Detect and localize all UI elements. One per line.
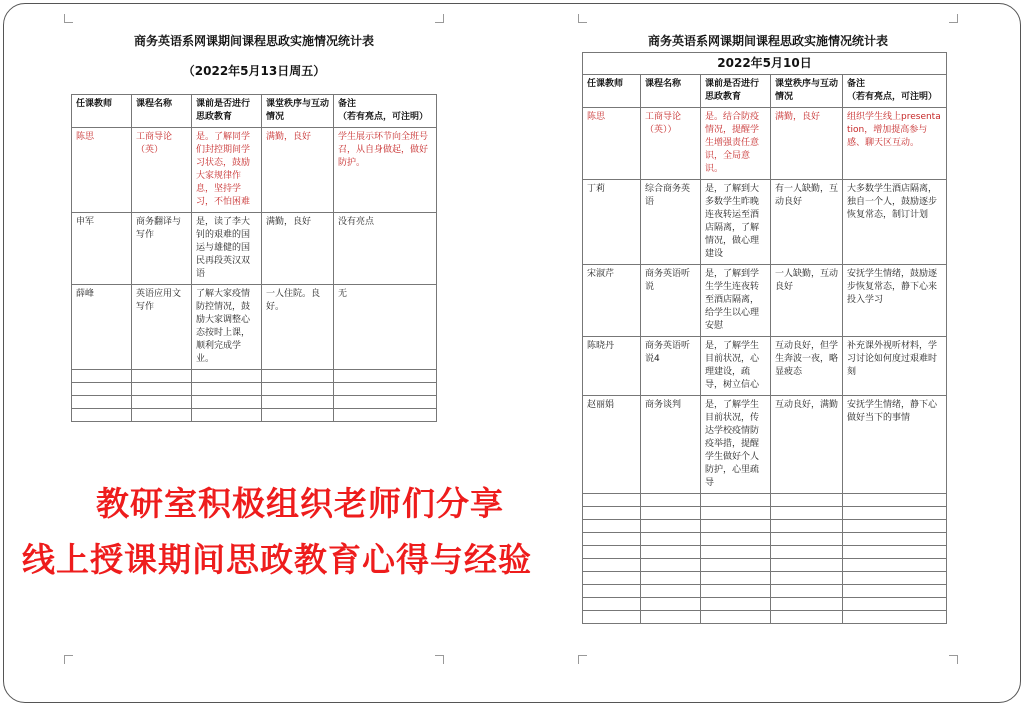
table-row [583,396,947,494]
table-cell: 宋淑芹 [583,265,641,337]
table-cell: 是，读了李大钊的艰难的国运与雄健的国民再段英汉双语 [192,213,262,285]
empty-cell [192,383,262,396]
empty-cell [843,533,947,546]
table-cell: 商务谈判 [641,396,701,494]
table-cell: 满勤，良好 [262,128,334,213]
empty-cell [72,409,132,422]
empty-cell [771,598,843,611]
table-cell: 商务英语听说 [641,265,701,337]
table-cell: 英语应用文写作 [132,285,192,370]
header-row [583,75,947,108]
table-cell: 是，了解到大多数学生昨晚连夜转运至酒店隔离，了解情况，做心理建设 [701,180,771,265]
table-cell: 一人缺勤，互动良好 [771,265,843,337]
empty-cell [583,559,641,572]
empty-cell [583,533,641,546]
crop-mark [64,655,73,664]
empty-cell [132,370,192,383]
table-cell: 商务英语听说4 [641,337,701,396]
empty-row [583,585,947,598]
table-cell: 学生展示环节向全班号召，从自身做起，做好防护。 [334,128,437,213]
empty-row [583,546,947,559]
empty-cell [262,409,334,422]
empty-cell [701,572,771,585]
empty-cell [771,572,843,585]
table-cell: 申军 [72,213,132,285]
empty-cell [132,383,192,396]
table-cell: 是。结合防疫情况，提醒学生增强责任意识，全局意识。 [701,108,771,180]
empty-cell [192,370,262,383]
empty-row [583,494,947,507]
empty-row [583,611,947,624]
table-cell: 是，了解学生目前状况，传达学校疫情防疫举措，提醒学生做好个人防护，心里疏导 [701,396,771,494]
empty-row [583,572,947,585]
empty-cell [583,572,641,585]
empty-cell [641,494,701,507]
empty-cell [72,396,132,409]
column-header: 备注 （若有亮点，可注明） [334,95,437,128]
table-cell: 安抚学生情绪，鼓励逐步恢复常态，静下心来投入学习 [843,265,947,337]
table-cell: 薛峰 [72,285,132,370]
column-header: 课堂秩序与互动情况 [262,95,334,128]
empty-cell [701,585,771,598]
table-row [72,213,437,285]
crop-mark [64,14,73,23]
table-cell: 组织学生线上presentation，增加提高参与感、聊天区互动。 [843,108,947,180]
empty-cell [771,611,843,624]
table-cell: 有一人缺勤，互动良好 [771,180,843,265]
empty-cell [701,559,771,572]
empty-cell [771,585,843,598]
empty-cell [641,546,701,559]
column-header: 任课教师 [72,95,132,128]
empty-cell [641,572,701,585]
date-row [583,53,947,75]
empty-cell [641,507,701,520]
empty-cell [843,494,947,507]
empty-cell [583,611,641,624]
column-header: 课程名称 [132,95,192,128]
table-cell: 商务翻译与写作 [132,213,192,285]
empty-cell [843,559,947,572]
column-header: 课堂秩序与互动情况 [771,75,843,108]
left-doc-date: （2022年5月13日周五） [182,64,326,78]
empty-row [72,396,437,409]
empty-cell [701,611,771,624]
table-cell: 没有亮点 [334,213,437,285]
empty-cell [583,520,641,533]
table-cell: 工商导论（英）） [641,108,701,180]
empty-cell [843,507,947,520]
empty-row [583,559,947,572]
crop-mark [435,14,444,23]
right-doc-title: 商务英语系网课期间课程思政实施情况统计表 [647,34,888,48]
table-cell: 满勤，良好 [771,108,843,180]
left-stat-table [71,94,437,422]
table-cell: 互动良好，但学生奔波一夜，略显疲态 [771,337,843,396]
empty-cell [701,546,771,559]
header-row [72,95,437,128]
table-cell: 陈思 [72,128,132,213]
empty-row [72,370,437,383]
empty-cell [334,409,437,422]
column-header: 备注 （若有亮点，可注明） [843,75,947,108]
empty-row [72,409,437,422]
table-cell: 工商导论（英） [132,128,192,213]
caption-line-2: 线上授课期间思政教育心得与经验 [22,540,532,579]
empty-cell [771,559,843,572]
table-cell: 满勤，良好 [262,213,334,285]
empty-cell [583,585,641,598]
table-cell: 是，了解到学生学生连夜转至酒店隔离，给学生以心理安慰 [701,265,771,337]
empty-cell [771,507,843,520]
empty-cell [843,572,947,585]
table-cell: 补充课外视听材料，学习讨论如何度过艰难时刻 [843,337,947,396]
empty-cell [771,533,843,546]
empty-cell [701,520,771,533]
empty-cell [771,520,843,533]
column-header: 课前是否进行思政教育 [192,95,262,128]
empty-cell [701,533,771,546]
empty-cell [771,546,843,559]
empty-cell [701,494,771,507]
column-header: 课程名称 [641,75,701,108]
empty-cell [334,383,437,396]
table-cell: 一人住院。良好。 [262,285,334,370]
table-cell: 互动良好，满勤 [771,396,843,494]
empty-cell [641,611,701,624]
empty-cell [771,494,843,507]
empty-cell [583,598,641,611]
table-row [583,108,947,180]
empty-cell [843,546,947,559]
empty-cell [72,370,132,383]
empty-cell [641,598,701,611]
empty-cell [132,409,192,422]
table-row [72,128,437,213]
empty-cell [192,396,262,409]
empty-cell [583,546,641,559]
table-cell: 是。了解同学们封控期间学习状态，鼓励大家规律作息，坚持学习，不怕困难 [192,128,262,213]
empty-row [583,507,947,520]
empty-cell [843,611,947,624]
left-doc-title: 商务英语系网课期间课程思政实施情况统计表 [133,34,374,48]
empty-cell [641,585,701,598]
empty-cell [701,507,771,520]
table-cell: 丁莉 [583,180,641,265]
empty-cell [641,520,701,533]
empty-cell [262,370,334,383]
empty-cell [641,559,701,572]
empty-cell [334,396,437,409]
empty-cell [132,396,192,409]
empty-cell [192,409,262,422]
empty-row [583,598,947,611]
empty-cell [334,370,437,383]
right-stat-table [582,52,947,624]
crop-mark [949,655,958,664]
table-row [583,337,947,396]
table-row [72,285,437,370]
table-cell: 综合商务英语 [641,180,701,265]
empty-cell [72,383,132,396]
table-cell: 陈晓丹 [583,337,641,396]
table-cell: 大多数学生酒店隔离，独自一个人，鼓励逐步恢复常态，制订计划 [843,180,947,265]
table-cell: 无 [334,285,437,370]
empty-cell [843,585,947,598]
table-cell: 是，了解学生目前状况，心理建设，疏导，树立信心 [701,337,771,396]
crop-mark [435,655,444,664]
crop-mark [949,14,958,23]
table-cell: 安抚学生情绪，静下心做好当下的事情 [843,396,947,494]
empty-row [72,383,437,396]
crop-mark [578,655,587,664]
table-cell: 赵丽娟 [583,396,641,494]
table-cell: 了解大家疫情防控情况，鼓励大家调整心态按时上课，顺利完成学业。 [192,285,262,370]
empty-cell [262,383,334,396]
crop-mark [578,14,587,23]
column-header: 课前是否进行思政教育 [701,75,771,108]
table-row [583,180,947,265]
table-cell: 陈思 [583,108,641,180]
empty-row [583,520,947,533]
column-header: 任课教师 [583,75,641,108]
table-date: 2022年5月10日 [583,53,947,75]
empty-cell [843,598,947,611]
right-document [578,14,958,664]
table-row [583,265,947,337]
empty-cell [641,533,701,546]
caption-line-1: 教研室积极组织老师们分享 [96,484,504,523]
empty-cell [701,598,771,611]
empty-cell [583,494,641,507]
empty-cell [843,520,947,533]
empty-cell [262,396,334,409]
empty-row [583,533,947,546]
empty-cell [583,507,641,520]
